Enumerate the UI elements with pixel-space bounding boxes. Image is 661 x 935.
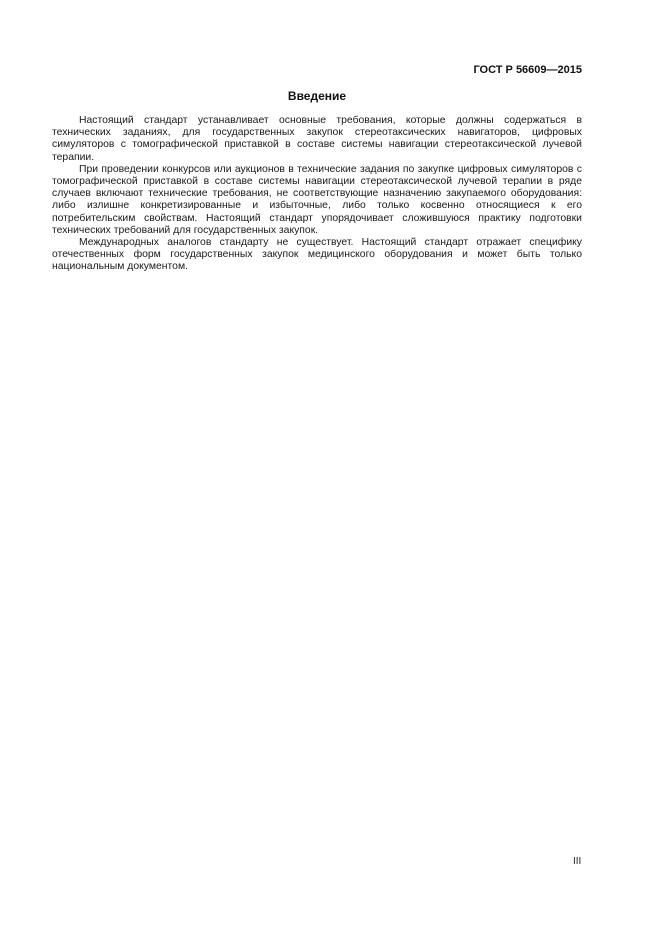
section-body xyxy=(52,115,582,274)
section-title: Введение xyxy=(287,89,347,103)
page-number: III xyxy=(573,856,582,867)
paragraph: При проведении конкурсов или аукционов в технические задания по закупке цифровых симуляторов с томографической приставкой в составе системы навигации стереотаксической лучевой терапии в ряде случаев включают технические требования, не соответствующие назначению закупаемого оборудования: либо излишне конкретизированные и избыточные, либо только косвенно относящиеся к его потребительским свойствам. Настоящий стандарт упорядочивает сложившуюся практику подготовки технических требований для государственных закупок. xyxy=(52,163,582,236)
standard-code-header: ГОСТ Р 56609—2015 xyxy=(473,64,582,76)
paragraph: Международных аналогов стандарту не существует. Настоящий стандарт отражает специфику отечественных форм государственных закупок медицинского оборудования и может быть только национальным документом. xyxy=(52,237,582,273)
paragraph: Настоящий стандарт устанавливает основные требования, которые должны содержаться в технических заданиях, для государственных закупок стереотаксических навигаторов, цифровых симуляторов с томографической приставкой в составе системы навигации стереотаксической лучевой терапии. xyxy=(52,115,582,163)
